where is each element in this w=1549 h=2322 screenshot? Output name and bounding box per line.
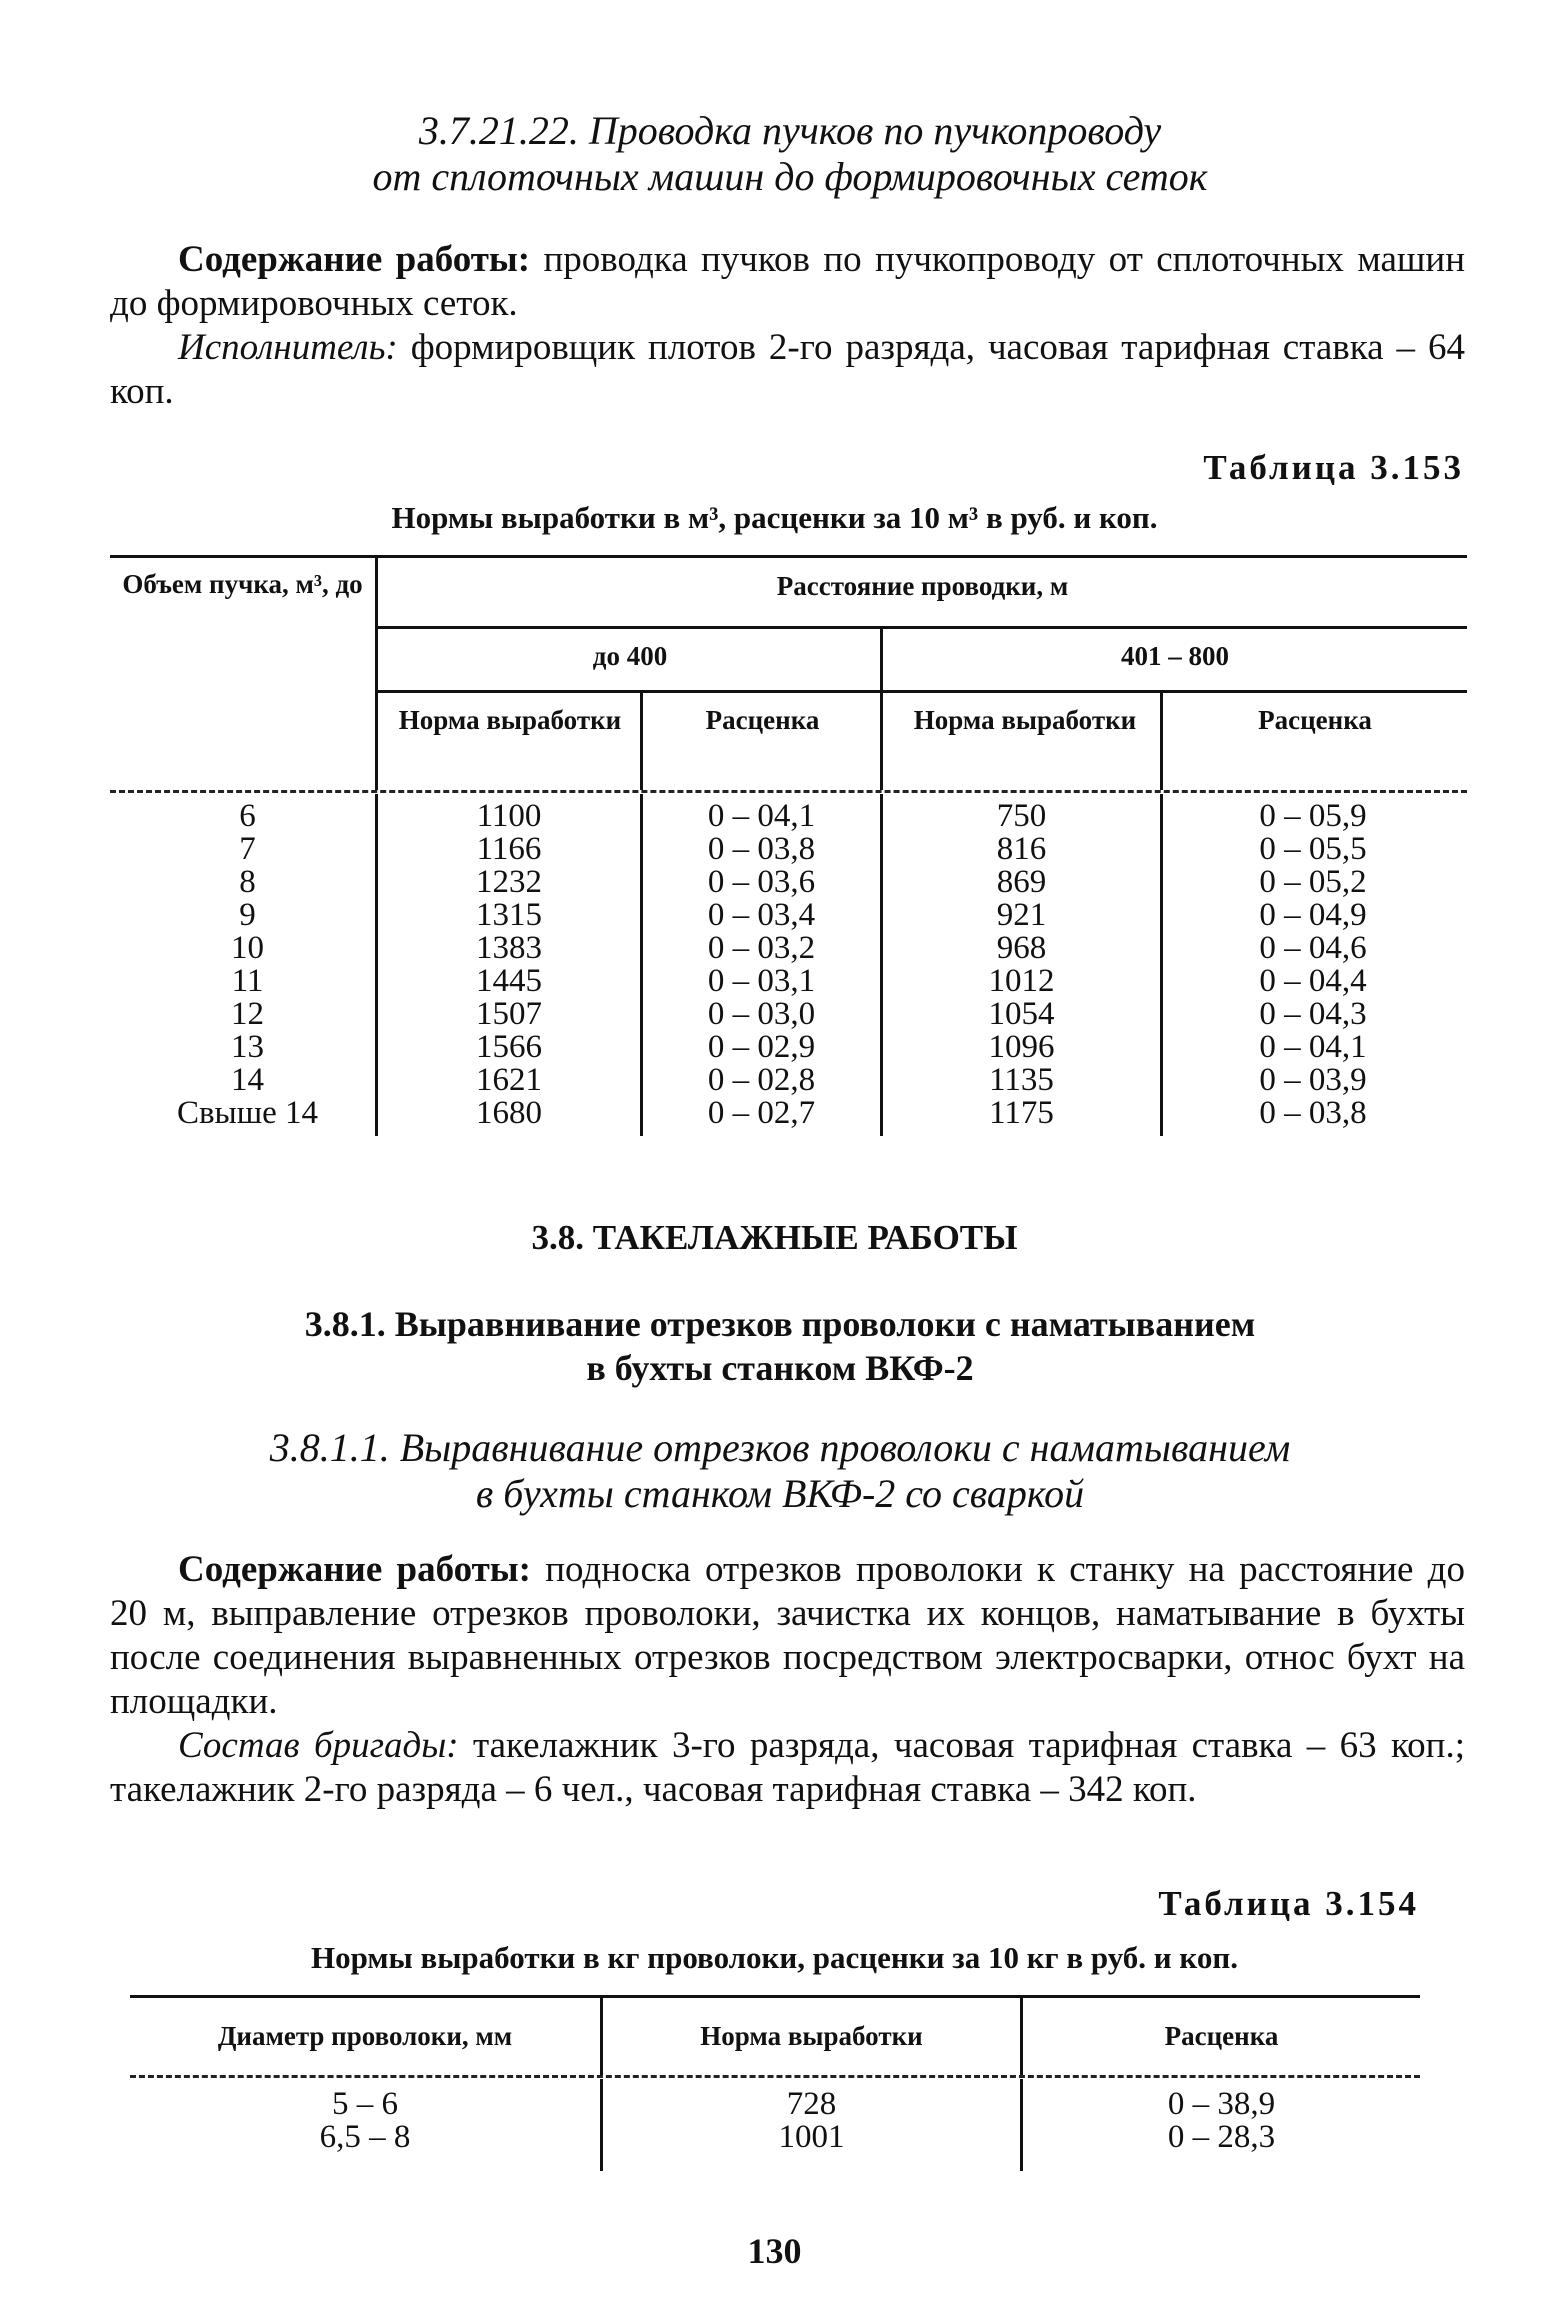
table-cell: 14 — [231, 1062, 264, 1098]
table-cell: 1566 — [476, 1029, 542, 1065]
crew-label: Состав бригады: — [178, 1725, 459, 1766]
performer-label: Исполнитель: — [178, 327, 398, 368]
header-volume: Объем пучка, м³, до — [122, 569, 363, 599]
table-cell: 1096 — [988, 1029, 1055, 1065]
header-rate: Расценка — [1164, 2021, 1279, 2051]
table-cell: 13 — [231, 1029, 264, 1065]
table-cell: 1445 — [476, 963, 542, 999]
table-154-top-rule — [130, 1995, 1420, 1998]
table-cell: 1315 — [476, 897, 542, 933]
crew-paragraph — [110, 1724, 1465, 1812]
table-cell: 0 – 28,3 — [1167, 2119, 1276, 2155]
header-range-400: до 400 — [592, 641, 668, 671]
table-cell: 0 – 05,9 — [1259, 798, 1367, 834]
content-label: Содержание работы: — [178, 239, 531, 280]
column-norm — [603, 2088, 1020, 2154]
table-cell: 728 — [786, 2086, 837, 2122]
table-153-header-rule — [110, 790, 1467, 793]
table-153-rule-2 — [375, 626, 1467, 629]
subsection-title-line2: в бухты станком ВКФ-2 — [586, 1348, 974, 1388]
table-153-label: Таблица 3.153 — [1203, 448, 1464, 487]
table-cell: 1135 — [989, 1062, 1054, 1098]
column-diameter — [130, 2088, 600, 2154]
table-cell: 0 – 03,8 — [1259, 1095, 1367, 1131]
crew-text: такелажник 3-го разряда, часовая тарифная ставка – 63 коп.; такелажник 2-го разряда – 6 чел., часовая тарифная ставка – 342 коп. — [110, 1725, 1465, 1810]
section-heading: 3.8. ТАКЕЛАЖНЫЕ РАБОТЫ — [531, 1218, 1018, 1257]
table-cell: 750 — [996, 798, 1047, 834]
table-cell: 11 — [231, 963, 264, 999]
table-cell: 1012 — [988, 963, 1055, 999]
header-norm: Норма выработки — [700, 2021, 923, 2051]
content-text: проводка пучков по пучкопроводу от сплоточных машин до формировочных сеток. — [110, 239, 1465, 324]
table-cell: 816 — [996, 831, 1047, 867]
table-cell: 6 — [239, 798, 256, 834]
table-153-rule-3 — [375, 690, 1467, 693]
table-cell: 0 – 03,2 — [707, 930, 816, 966]
table-cell: 0 – 04,9 — [1259, 897, 1367, 933]
table-153-vline-4 — [1160, 692, 1163, 790]
table-cell: 0 – 02,7 — [707, 1095, 816, 1131]
table-cell: 5 – 6 — [332, 2086, 398, 2122]
table-cell: 0 – 04,6 — [1259, 930, 1367, 966]
table-153-vline-2 — [880, 628, 883, 790]
column-norm-800 — [883, 800, 1160, 1130]
content-text-b: подноска отрезков проволоки к станку на расстояние до 20 м, выправление отрезков проволоки, зачистка их концов, наматывание в бухты после соединения выравненных отрезков посредством электросварки, относ бухт на площадки. — [110, 1549, 1465, 1722]
table-cell: 0 – 03,0 — [707, 996, 816, 1032]
table-cell: 0 – 05,5 — [1259, 831, 1367, 867]
table-cell: 1054 — [988, 996, 1055, 1032]
table-cell: 10 — [231, 930, 264, 966]
subheader-rate-400: Расценка — [705, 705, 820, 735]
table-cell: 7 — [239, 831, 256, 867]
table-cell: 0 – 03,6 — [707, 864, 816, 900]
table-cell: 1232 — [476, 864, 542, 900]
table-154-caption: Нормы выработки в кг проволоки, расценки за 10 кг в руб. и коп. — [311, 1940, 1238, 1975]
table-cell: 0 – 02,9 — [707, 1029, 816, 1065]
table-153-caption: Нормы выработки в м³, расценки за 10 м³ в руб. и коп. — [391, 500, 1158, 535]
column-rate-800 — [1163, 800, 1463, 1130]
table-cell: 0 – 05,2 — [1259, 864, 1367, 900]
table-cell: 1175 — [989, 1095, 1054, 1131]
column-norm-400 — [378, 800, 640, 1130]
table-154-header-rule — [130, 2075, 1420, 2078]
table-cell: 1383 — [476, 930, 542, 966]
table-cell: 0 – 03,9 — [1259, 1062, 1367, 1098]
table-153-vline-3 — [640, 692, 643, 790]
table-cell: 1001 — [778, 2119, 845, 2155]
table-cell: 1680 — [476, 1095, 542, 1131]
table-153-top-rule — [110, 555, 1467, 558]
content-paragraph — [110, 238, 1465, 326]
table-cell: 968 — [996, 930, 1047, 966]
table-154-label: Таблица 3.154 — [1158, 1884, 1419, 1923]
content-label-b: Содержание работы: — [178, 1549, 531, 1590]
subsection-title-line1: 3.8.1. Выравнивание отрезков проволоки с наматыванием — [304, 1304, 1256, 1344]
performer-paragraph — [110, 326, 1465, 414]
subheader-norm-400: Норма выработки — [398, 705, 622, 735]
table-cell: 12 — [231, 996, 264, 1032]
subheader-norm-800: Норма выработки — [913, 705, 1137, 735]
table-cell: 8 — [239, 864, 256, 900]
content-paragraph-b — [110, 1548, 1465, 1724]
header-distance: Расстояние проводки, м — [776, 571, 1069, 601]
table-cell: 1166 — [476, 831, 542, 867]
table-cell: 0 – 04,4 — [1259, 963, 1367, 999]
table-cell: 0 – 03,4 — [707, 897, 816, 933]
header-diameter: Диаметр проволоки, мм — [217, 2021, 513, 2051]
table-cell: 1621 — [476, 1062, 542, 1098]
header-range-800: 401 – 800 — [1121, 641, 1229, 671]
table-cell: 6,5 – 8 — [319, 2119, 411, 2155]
table-cell: 0 – 04,1 — [707, 798, 816, 834]
section-title-line1: 3.7.21.22. Проводка пучков по пучкопроводу — [418, 108, 1162, 153]
item-title-line2: в бухты станком ВКФ-2 со сваркой — [475, 1471, 1085, 1516]
table-cell: 1507 — [476, 996, 542, 1032]
table-cell: Свыше 14 — [176, 1095, 319, 1131]
table-cell: 0 – 02,8 — [707, 1062, 816, 1098]
section-title-line2: от сплоточных машин до формировочных сеток — [372, 154, 1208, 199]
table-cell: 0 – 04,1 — [1259, 1029, 1367, 1065]
table-cell: 9 — [239, 897, 256, 933]
table-cell: 0 – 03,8 — [707, 831, 816, 867]
item-title-line1: 3.8.1.1. Выравнивание отрезков проволоки с наматыванием — [269, 1425, 1291, 1470]
table-cell: 1100 — [476, 798, 542, 834]
table-cell: 0 – 04,3 — [1259, 996, 1367, 1032]
subheader-rate-800: Расценка — [1258, 705, 1372, 735]
table-cell: 921 — [996, 897, 1047, 933]
column-rate — [1023, 2088, 1420, 2154]
page-number: 130 — [747, 2231, 802, 2271]
column-volume — [120, 800, 375, 1130]
table-cell: 0 – 38,9 — [1167, 2086, 1276, 2122]
table-cell: 869 — [996, 864, 1047, 900]
performer-text: формировщик плотов 2-го разряда, часовая тарифная ставка – 64 коп. — [110, 327, 1465, 412]
table-cell: 0 – 03,1 — [707, 963, 816, 999]
column-rate-400 — [643, 800, 880, 1130]
table-153-vline-1 — [375, 557, 378, 790]
